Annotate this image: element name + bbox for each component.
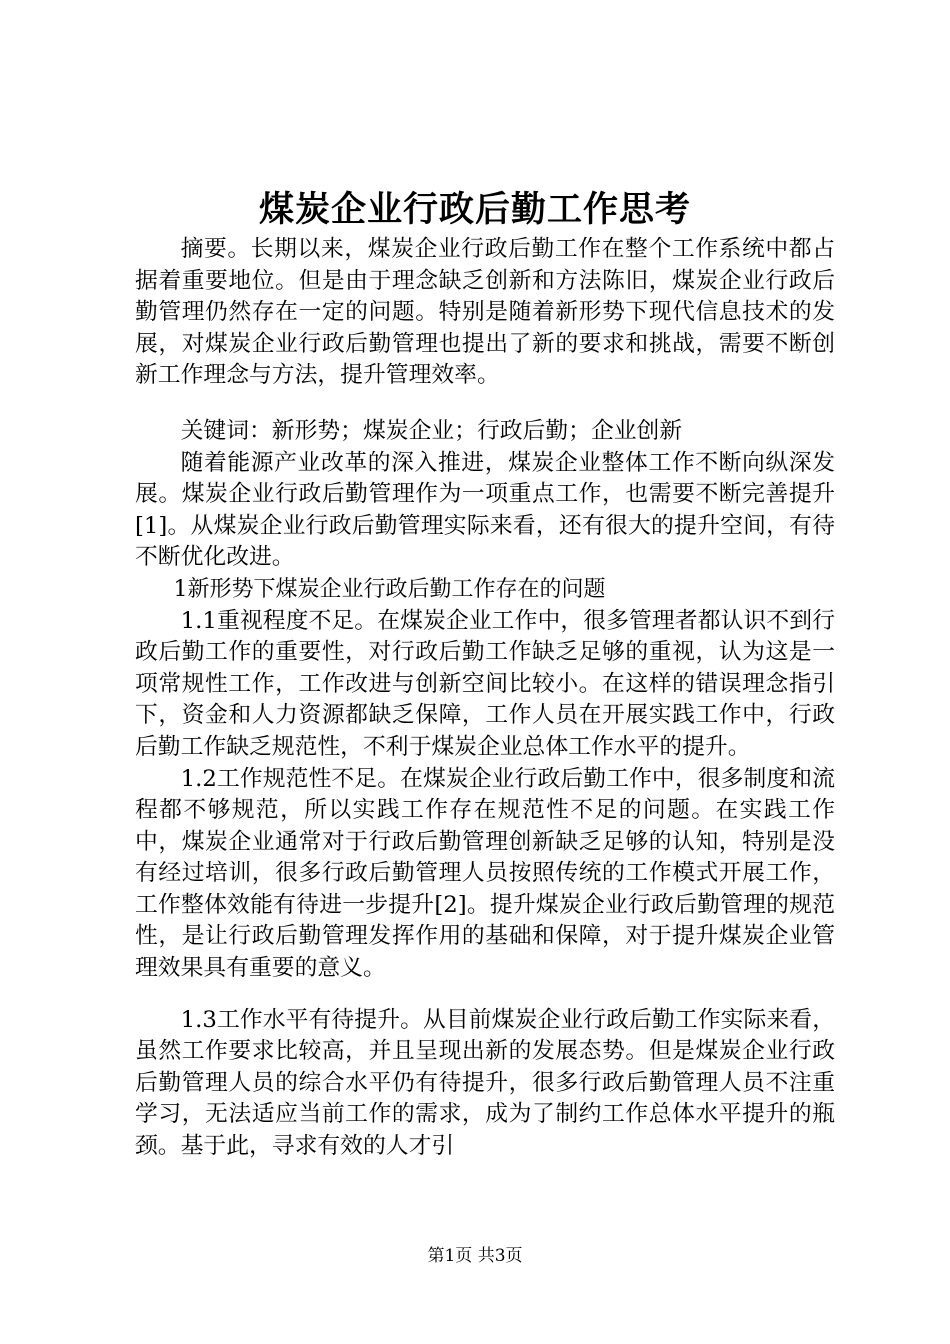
page-indicator: 第1页 共3页 — [427, 1246, 523, 1266]
section-1-1-paragraph: 1.1重视程度不足。在煤炭企业工作中，很多管理者都认识不到行政后勤工作的重要性，对行政后勤工作缺乏足够的重视，认为这是一项常规性工作，工作改进与创新空间比较小。在这样的错误理念指引下，资金和人力资源都缺乏保障，工作人员在开展实践工作中，行政后勤工作缺乏规范性，不利于煤炭企业总体工作水平的提升。 — [135, 607, 835, 760]
section-1-3-paragraph: 1.3工作水平有待提升。从目前煤炭企业行政后勤工作实际来看，虽然工作要求比较高，并且呈现出新的发展态势。但是煤炭企业行政后勤管理人员的综合水平仍有待提升，很多行政后勤管理人员不注重学习，无法适应当前工作的需求，成为了制约工作总体水平提升的瓶颈。基于此，寻求有效的人才引 — [135, 1006, 835, 1160]
section-heading: 1新形势下煤炭企业行政后勤工作存在的问题 — [173, 576, 606, 602]
keywords-paragraph: 关键词：新形势；煤炭企业；行政后勤；企业创新 — [180, 417, 683, 444]
intro-paragraph: 随着能源产业改革的深入推进，煤炭企业整体工作不断向纵深发展。煤炭企业行政后勤管理作为一项重点工作，也需要不断完善提升[1]。从煤炭企业行政后勤管理实际来看，还有很大的提升空间，有待不断优化改进。 — [135, 449, 835, 571]
document-title: 煤炭企业行政后勤工作思考 — [258, 189, 691, 230]
document-body — [135, 234, 835, 1163]
abstract-paragraph: 摘要。长期以来，煤炭企业行政后勤工作在整个工作系统中都占据着重要地位。但是由于理念缺乏创新和方法陈旧，煤炭企业行政后勤管理仍然存在一定的问题。特别是随着新形势下现代信息技术的发展，对煤炭企业行政后勤管理也提出了新的要求和挑战，需要不断创新工作理念与方法，提升管理效率。 — [135, 236, 835, 389]
section-1-2-paragraph: 1.2工作规范性不足。在煤炭企业行政后勤工作中，很多制度和流程都不够规范，所以实践工作存在规范性不足的问题。在实践工作中，煤炭企业通常对于行政后勤管理创新缺乏足够的认知，特别是没有经过培训，很多行政后勤管理人员按照传统的工作模式开展工作，工作整体效能有待进一步提升[2]。提升煤炭企业行政后勤管理的规范性，是让行政后勤管理发挥作用的基础和保障，对于提升煤炭企业管理效果具有重要的意义。 — [135, 765, 835, 982]
